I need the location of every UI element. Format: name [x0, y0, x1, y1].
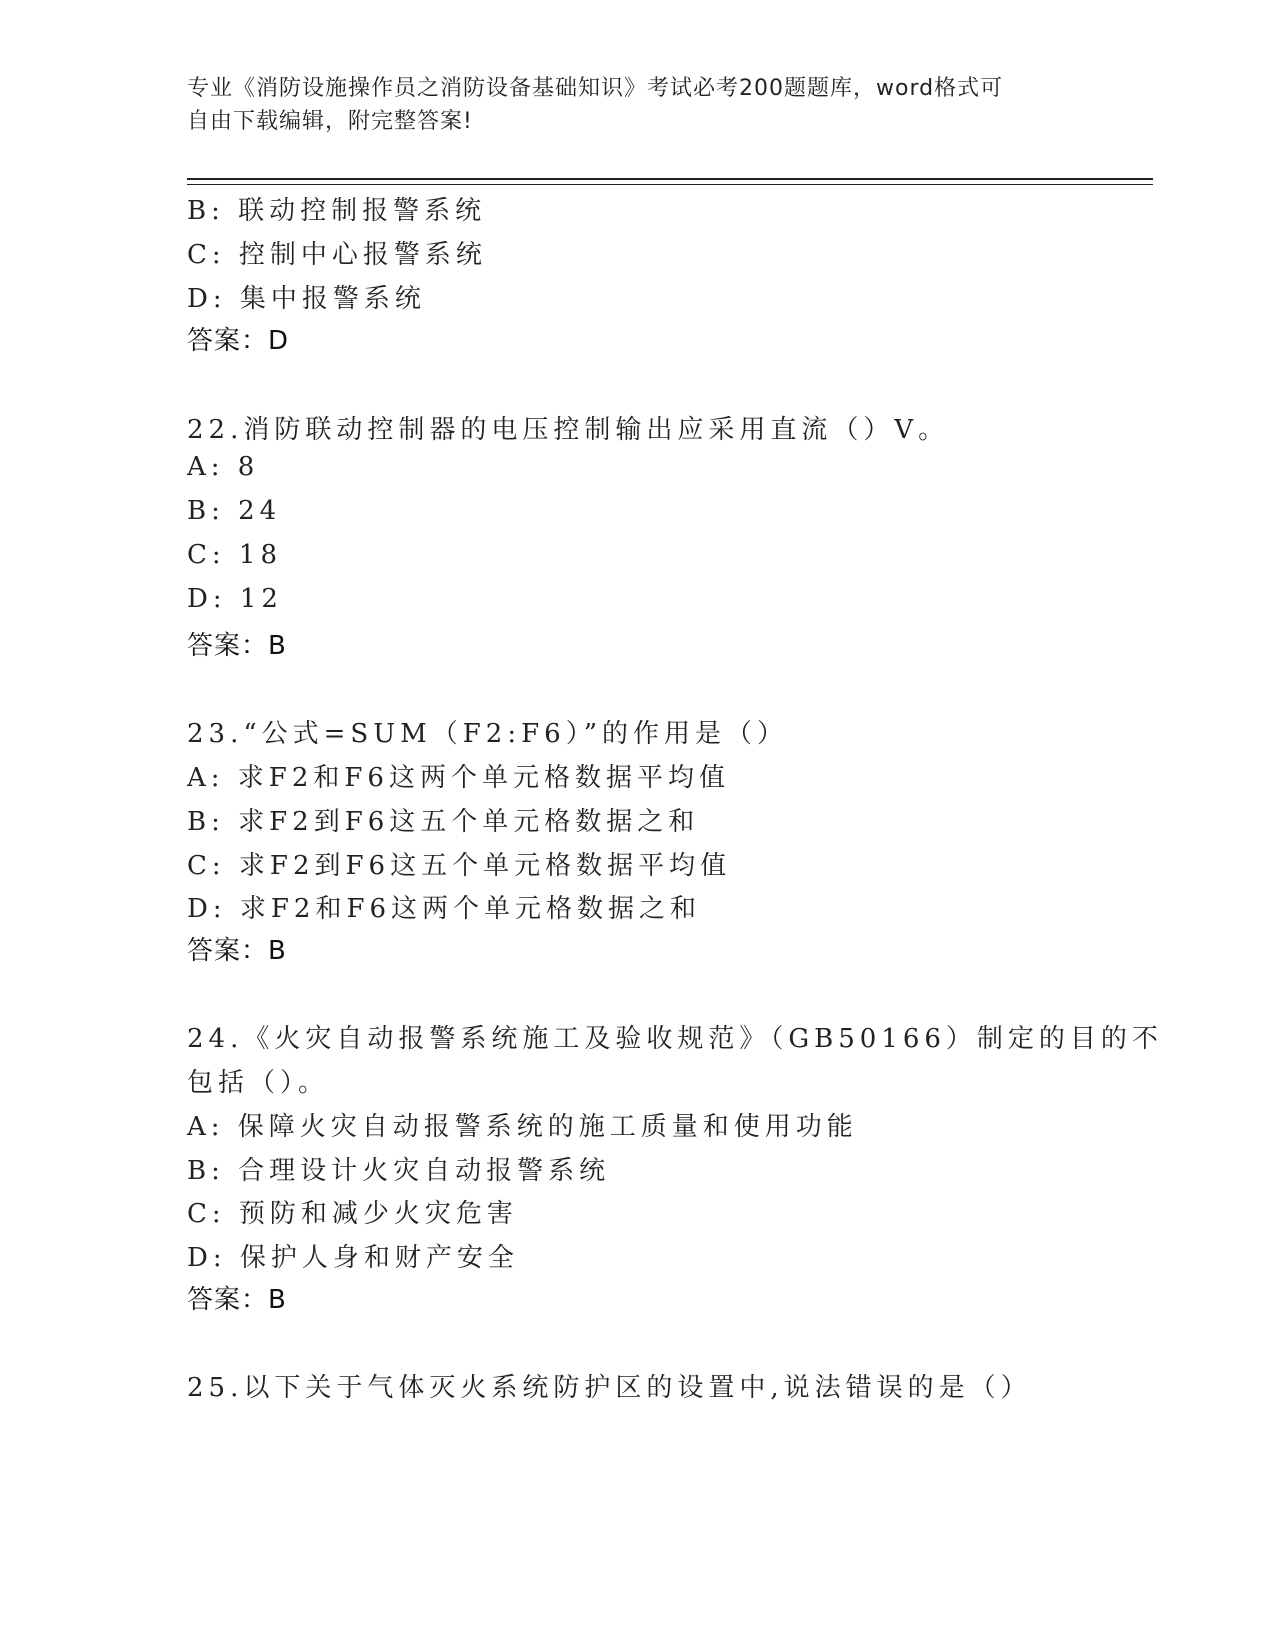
option-a: A: 8: [187, 452, 260, 482]
answer-line: 答案：B: [187, 1285, 287, 1315]
option-d: D: 保护人身和财产安全: [187, 1243, 519, 1273]
answer-line: 答案：B: [187, 631, 287, 661]
option-c: C: 预防和减少火灾危害: [187, 1199, 518, 1229]
option-b: B: 合理设计火灾自动报警系统: [187, 1156, 611, 1186]
option-a: A: 保障火灾自动报警系统的施工质量和使用功能: [187, 1112, 858, 1142]
option-d: D: 求F2和F6这两个单元格数据之和: [187, 894, 702, 924]
option-c: C: 求F2到F6这五个单元格数据平均值: [187, 851, 732, 881]
header-rule-thick: [187, 178, 1153, 180]
question-24-continued: 包括（）。: [187, 1068, 330, 1098]
header-rule-thin: [187, 184, 1153, 185]
option-d: D: 12: [187, 584, 283, 614]
answer-line: 答案：B: [187, 936, 287, 966]
question-22: 22.消防联动控制器的电压控制输出应采用直流（）V。: [187, 415, 950, 445]
option-b: B: 求F2到F6这五个单元格数据之和: [187, 807, 700, 837]
option-c: C: 18: [187, 540, 283, 570]
option-b: B: 24: [187, 496, 282, 526]
answer-line: 答案：D: [187, 326, 290, 356]
question-23: 23.“公式=SUM（F2:F6）”的作用是（）: [187, 719, 788, 749]
question-24: 24.《火灾自动报警系统施工及验收规范》（GB50166）制定的目的不: [187, 1024, 1163, 1054]
question-25: 25.以下关于气体灭火系统防护区的设置中,说法错误的是（）: [187, 1373, 1032, 1403]
option-a: A: 求F2和F6这两个单元格数据平均值: [187, 763, 730, 793]
option-b: B: 联动控制报警系统: [187, 196, 487, 226]
header-line-2: 自由下载编辑，附完整答案!: [187, 109, 473, 134]
option-c: C: 控制中心报警系统: [187, 240, 487, 270]
option-d: D: 集中报警系统: [187, 284, 426, 314]
page-header: [187, 72, 1067, 138]
header-line-1: 专业《消防设施操作员之消防设备基础知识》考试必考200题题库，word格式可: [187, 76, 1004, 101]
